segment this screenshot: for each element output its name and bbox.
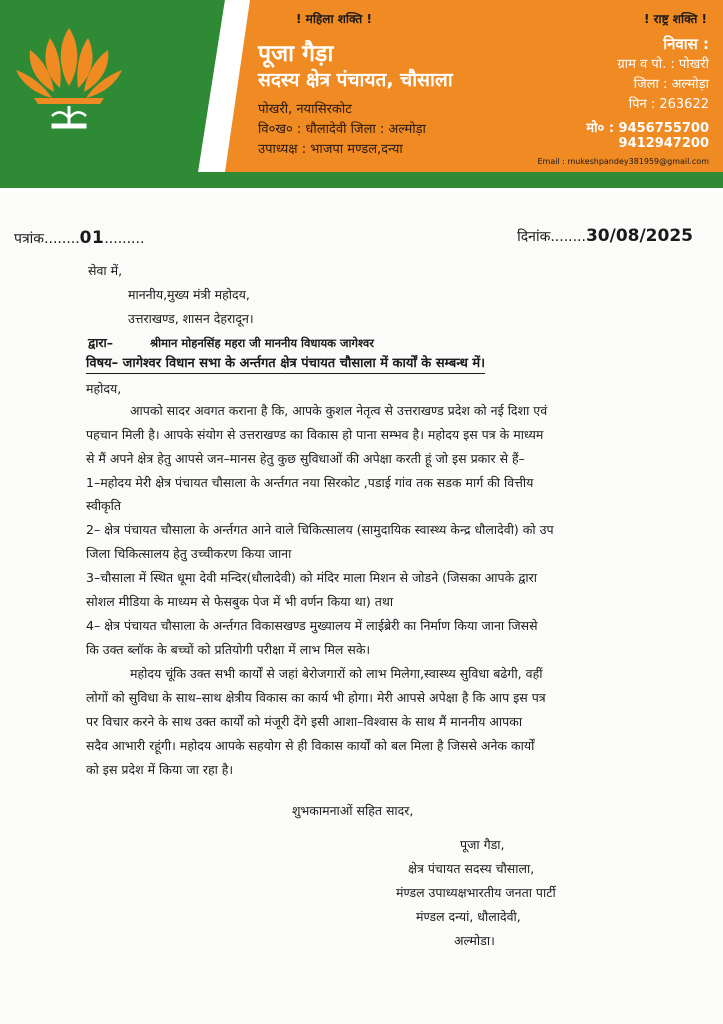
sender-address-line1: पोखरी, नयासिरकोट	[258, 102, 352, 117]
addressee-line1: माननीय,मुख्य मंत्री महोदय,	[128, 287, 250, 302]
point-2-line2: जिला चिकित्सालय हेतु उच्चीकरण किया जाना	[86, 546, 292, 561]
mobile-number-1: मो० : 9456755700	[586, 121, 709, 136]
letter-number-dots-before: ........	[44, 231, 80, 247]
greeting: महोदय,	[86, 381, 122, 396]
lotus-logo-icon	[12, 20, 127, 135]
point-2-line1: 2– क्षेत्र पंचायत चौसाला के अर्न्तगत आने वाले चिकित्सालय (सामुदायिक स्वास्थ्य केन्द्र धौलादेवी) को उप	[86, 522, 554, 537]
closing-line: को इस प्रदेश में किया जा रहा है।	[86, 762, 234, 777]
letter-number-label: पत्रांक	[14, 231, 45, 247]
addressee-line2: उत्तराखण्ड, शासन देहरादून।	[128, 311, 254, 326]
sender-address-line2: वि०ख० : धौलादेवी जिला : अल्मोड़ा	[258, 122, 426, 137]
point-4-line1: 4– क्षेत्र पंचायत चौसाला के अर्न्तगत विकासखण्ड मुख्यालय में लाईब्रेरी का निर्माण किया जाना जिससे	[86, 618, 538, 633]
slogan-right: ! राष्ट्र शक्ति !	[643, 12, 707, 26]
signatory-name: पूजा गैडा,	[460, 837, 505, 852]
residence-pin: पिन : 263622	[628, 97, 709, 112]
letterhead	[0, 0, 723, 192]
subject-line: विषय– जागेश्वर विधान सभा के अर्न्तगत क्षेत्र पंचायत चौसाला में कार्यों के सम्बन्ध में।	[86, 355, 485, 374]
point-1-line1: 1–महोदय मेरी क्षेत्र पंचायत चौसाला के अर्न्तगत नया सिरकोट ,पडाई गांव तक सडक मार्ग की वित्तीय	[86, 475, 534, 490]
sender-title: सदस्य क्षेत्र पंचायत, चौसाला	[258, 69, 453, 91]
sender-address-line3: उपाध्यक्ष : भाजपा मण्डल,दन्या	[258, 142, 403, 157]
date-label: दिनांक	[517, 229, 551, 245]
signatory-place: अल्मोडा।	[454, 933, 495, 948]
residence-label: निवास :	[663, 35, 709, 53]
point-3-line2: सोशल मीडिया के माध्यम से फेसबुक पेज में भी वर्णन किया था) तथा	[86, 594, 394, 609]
point-1-line2: स्वीकृति	[86, 498, 122, 513]
signatory-designation3: मंण्डल दन्यां, धौलादेवी,	[416, 909, 521, 924]
reference-row	[14, 226, 693, 252]
signatory-designation1: क्षेत्र पंचायत सदस्य चौसाला,	[408, 861, 535, 876]
closing-line: पर विचार करने के साथ उक्त कार्यों को मंजूरी देंगे इसी आशा–विश्वास के साथ मैं माननीय आपका	[86, 714, 523, 729]
body-line: आपको सादर अवगत कराना है कि, आपके कुशल नेतृत्व से उत्तराखण्ड प्रदेश को नई दिशा एवं	[130, 403, 548, 418]
residence-village: ग्राम व पो. : पोखरी	[617, 57, 709, 72]
via-label: द्वारा–	[88, 335, 114, 350]
email-address: Email : mukeshpandey381959@gmail.com	[537, 157, 709, 166]
letter-number-dots-after: .........	[104, 231, 145, 247]
letter-date	[517, 226, 693, 246]
closing-line: सदैव आभारी रहूंगी। महोदय आपके सहयोग से ही विकास कार्यों को बल मिला है जिससे अनेक कार्यों	[86, 738, 535, 753]
date-value: 30/08/2025	[585, 226, 693, 246]
body-line: पहचान मिली है। आपके संयोग से उत्तराखण्ड का विकास हो पाना सम्भव है। महोदय इस पत्र के माध्यम	[86, 427, 544, 442]
signatory-designation2: मंण्डल उपाध्यक्षभारतीय जनता पार्टी	[396, 885, 556, 900]
point-4-line2: कि उक्त ब्लॉक के बच्चों को प्रतियोगी परीक्षा में लाभ मिल सके।	[86, 642, 371, 657]
via-value: श्रीमान मोहनसिंह महरा जी माननीय विधायक जागेश्वर	[150, 336, 374, 350]
slogan-left: ! महिला शक्ति !	[296, 12, 372, 26]
date-dots: ........	[550, 229, 586, 245]
point-3-line1: 3–चौसाला में स्थित धूमा देवी मन्दिर(धौलादेवी) को मंदिर माला मिशन से जोडने (जिसका आपके द्वारा	[86, 570, 537, 585]
letter-number-value: 01	[79, 228, 105, 248]
closing-line: महोदय चूंकि उक्त सभी कार्यों से जहां बेरोजगारों को लाभ मिलेगा,स्वास्थ्य सुविधा बढेगी, वहीं	[130, 666, 543, 681]
regards: शुभकामनाओं सहित सादर,	[292, 803, 414, 818]
sender-name-heading: पूजा गैड़ा	[258, 41, 334, 67]
closing-line: लोगों को सुविधा के साथ–साथ क्षेत्रीय विकास का कार्य भी होगा। मेरी आपसे अपेक्षा है कि आप इस पत्र	[86, 690, 546, 705]
residence-district: जिला : अल्मोड़ा	[633, 77, 709, 92]
mobile-number-2: 9412947200	[618, 136, 709, 151]
salutation-to: सेवा में,	[88, 263, 123, 278]
body-line: से मैं अपने क्षेत्र हेतु आपसे जन–मानस हेतु कुछ सुविधाओं की अपेक्षा करती हूं जो इस प्रकार से हैं–	[86, 451, 525, 466]
letter-number	[14, 228, 144, 248]
